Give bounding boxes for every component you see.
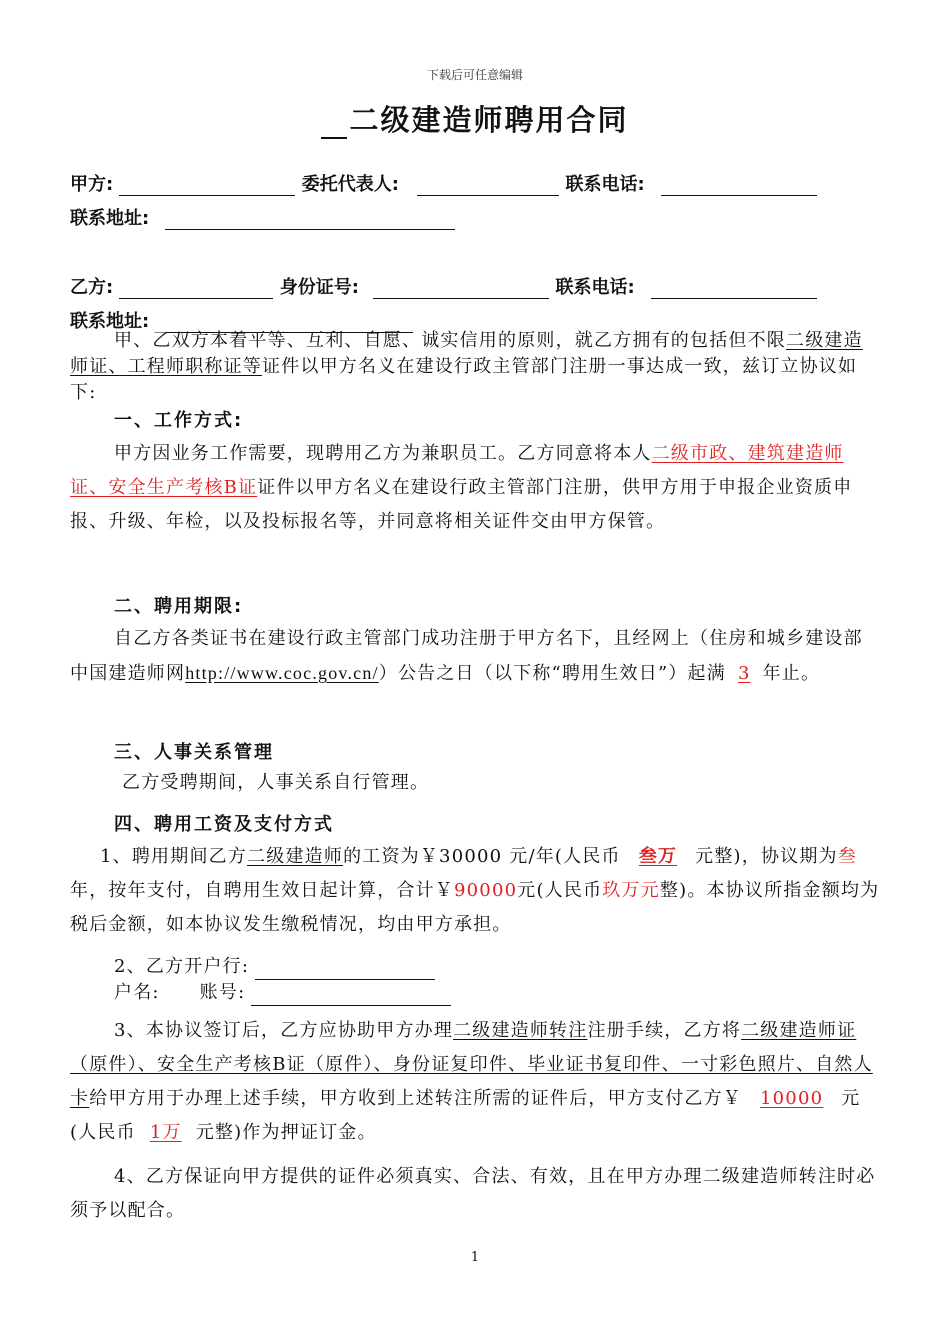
party-b-row bbox=[70, 273, 817, 299]
intro-text-1: 甲、乙双方本着平等、互利、自愿、诚实信用的原则，就乙方拥有的包括但不限 bbox=[114, 330, 786, 351]
s4p3-text-5: 元整)作为押证订金。 bbox=[195, 1122, 377, 1143]
total-amount-words: 玖万元 bbox=[602, 880, 660, 901]
s4p3-text-4: 元(人民币 bbox=[70, 1088, 861, 1143]
s4p1-text-3: 元整)，协议期为 bbox=[695, 846, 838, 867]
party-a-row bbox=[70, 170, 817, 196]
annual-salary-words: 叁万 bbox=[638, 846, 678, 867]
title-underline bbox=[321, 111, 347, 139]
section-3-heading: 三、人事关系管理 bbox=[114, 742, 274, 763]
party-b-blank[interactable] bbox=[119, 280, 273, 299]
party-a-phone-blank[interactable] bbox=[661, 177, 817, 196]
account-number-label: 账号: bbox=[199, 982, 246, 1003]
party-a-address-blank[interactable] bbox=[165, 211, 455, 230]
s2-years-value: 3 bbox=[737, 663, 751, 684]
party-a-address-row bbox=[70, 204, 455, 230]
s4p3-text-2: 注册手续，乙方将 bbox=[587, 1020, 742, 1041]
section-1-paragraph bbox=[70, 437, 880, 539]
s3-text: 乙方受聘期间，人事关系自行管理。 bbox=[122, 772, 430, 793]
title-text: 二级建造师聘用合同 bbox=[349, 103, 629, 137]
s4p1-text-2: 的工资为￥30000 元/年(人民币 bbox=[343, 846, 621, 867]
section-4-item-1 bbox=[70, 840, 880, 942]
party-a-phone-label: 联系电话: bbox=[565, 174, 645, 195]
section-2-paragraph bbox=[70, 622, 880, 691]
s4p3-text-1: 3、本协议签订后，乙方应协助甲方办理 bbox=[114, 1020, 454, 1041]
party-a-rep-label: 委托代表人: bbox=[301, 174, 399, 195]
s2-text-1: 自乙方各类证书在建设行政主管部门成功注册于甲方名下，且经网上（住房和城乡建设部中国建造师网 bbox=[70, 628, 863, 684]
page-number: 1 bbox=[470, 1250, 480, 1265]
section-4-item-3 bbox=[70, 1014, 880, 1150]
total-amount-number: 90000 bbox=[454, 880, 518, 901]
s1-text-1: 甲方因业务工作需要，现聘用乙方为兼职员工。乙方同意将本人 bbox=[114, 443, 652, 464]
section-1-heading: 一、工作方式: bbox=[114, 410, 244, 431]
s4p3-underlined-transfer: 二级建造师转注 bbox=[453, 1020, 588, 1041]
coc-website-link[interactable]: http://www.coc.gov.cn/ bbox=[185, 663, 379, 683]
s1-red-certs: 二级市政、建筑建造师证、安全生产考核B证 bbox=[70, 443, 844, 498]
intro-text-2: 证件以甲方名义在建设行政主管部门注册一事达成一致，兹订立协议如下: bbox=[70, 356, 858, 403]
account-number-blank[interactable] bbox=[251, 987, 451, 1006]
party-a-label: 甲方: bbox=[70, 174, 114, 195]
party-b-phone-blank[interactable] bbox=[651, 280, 817, 299]
s4p1-text-5: 元(人民币 bbox=[517, 880, 603, 901]
s4p1-text-6: 整)。本协议所指金额均为税后金额，如本协议发生缴税情况，均由甲方承担。 bbox=[70, 880, 880, 935]
party-b-label: 乙方: bbox=[70, 277, 114, 298]
s4p3-underlined-documents: 二级建造师证（原件）、安全生产考核B证（原件）、身份证复印件、毕业证书复印件、一寸彩色照片、自然人卡 bbox=[70, 1020, 873, 1109]
deposit-amount-number: 10000 bbox=[760, 1088, 824, 1109]
intro-paragraph bbox=[70, 328, 880, 406]
s2-text-2: ）公告之日（以下称“聘用生效日”）起满 bbox=[378, 663, 726, 684]
party-b-address-label: 联系地址: bbox=[70, 311, 150, 332]
header-note: 下载后可任意编辑 bbox=[426, 68, 523, 82]
deposit-amount-words: 1万 bbox=[149, 1122, 182, 1143]
bank-label: 2、乙方开户行: bbox=[114, 956, 250, 977]
section-4-heading: 四、聘用工资及支付方式 bbox=[114, 814, 334, 835]
intro-underlined-certs: 二级建造师证、工程师职称证等 bbox=[70, 330, 863, 377]
s4p3-text-3: 给甲方用于办理上述手续，甲方收到上述转注所需的证件后，甲方支付乙方￥ bbox=[89, 1088, 742, 1109]
section-4-item-4 bbox=[70, 1160, 880, 1228]
s4p4-text: 4、乙方保证向甲方提供的证件必须真实、合法、有效，且在甲方办理二级建造师转注时必须予以配合。 bbox=[70, 1166, 876, 1221]
party-a-address-label: 联系地址: bbox=[70, 208, 150, 229]
s1-text-2: 证件以甲方名义在建设行政主管部门注册，供甲方用于申报企业资质申报、升级、年检，以及投标报名等，并同意将相关证件交由甲方保管。 bbox=[70, 477, 853, 532]
section-4-item-2 bbox=[70, 954, 880, 1006]
section-2-heading: 二、聘用期限: bbox=[114, 596, 244, 617]
section-3-paragraph bbox=[70, 766, 880, 800]
party-a-rep-blank[interactable] bbox=[417, 177, 559, 196]
party-b-id-blank[interactable] bbox=[373, 280, 549, 299]
s4p1-text-1: 1、聘用期间乙方 bbox=[100, 846, 248, 867]
bank-blank[interactable] bbox=[255, 961, 435, 980]
s4p1-text-4: 年，按年支付，自聘用生效日起计算，合计￥ bbox=[70, 880, 454, 901]
s2-text-3: 年止。 bbox=[762, 663, 821, 684]
party-b-id-label: 身份证号: bbox=[279, 277, 359, 298]
contract-title bbox=[0, 98, 950, 139]
term-years-words: 叁 bbox=[837, 846, 857, 867]
party-b-phone-label: 联系电话: bbox=[555, 277, 635, 298]
s4p1-underlined-cert: 二级建造师 bbox=[247, 846, 344, 867]
party-a-blank[interactable] bbox=[119, 177, 295, 196]
account-name-label: 户名: bbox=[114, 982, 160, 1003]
